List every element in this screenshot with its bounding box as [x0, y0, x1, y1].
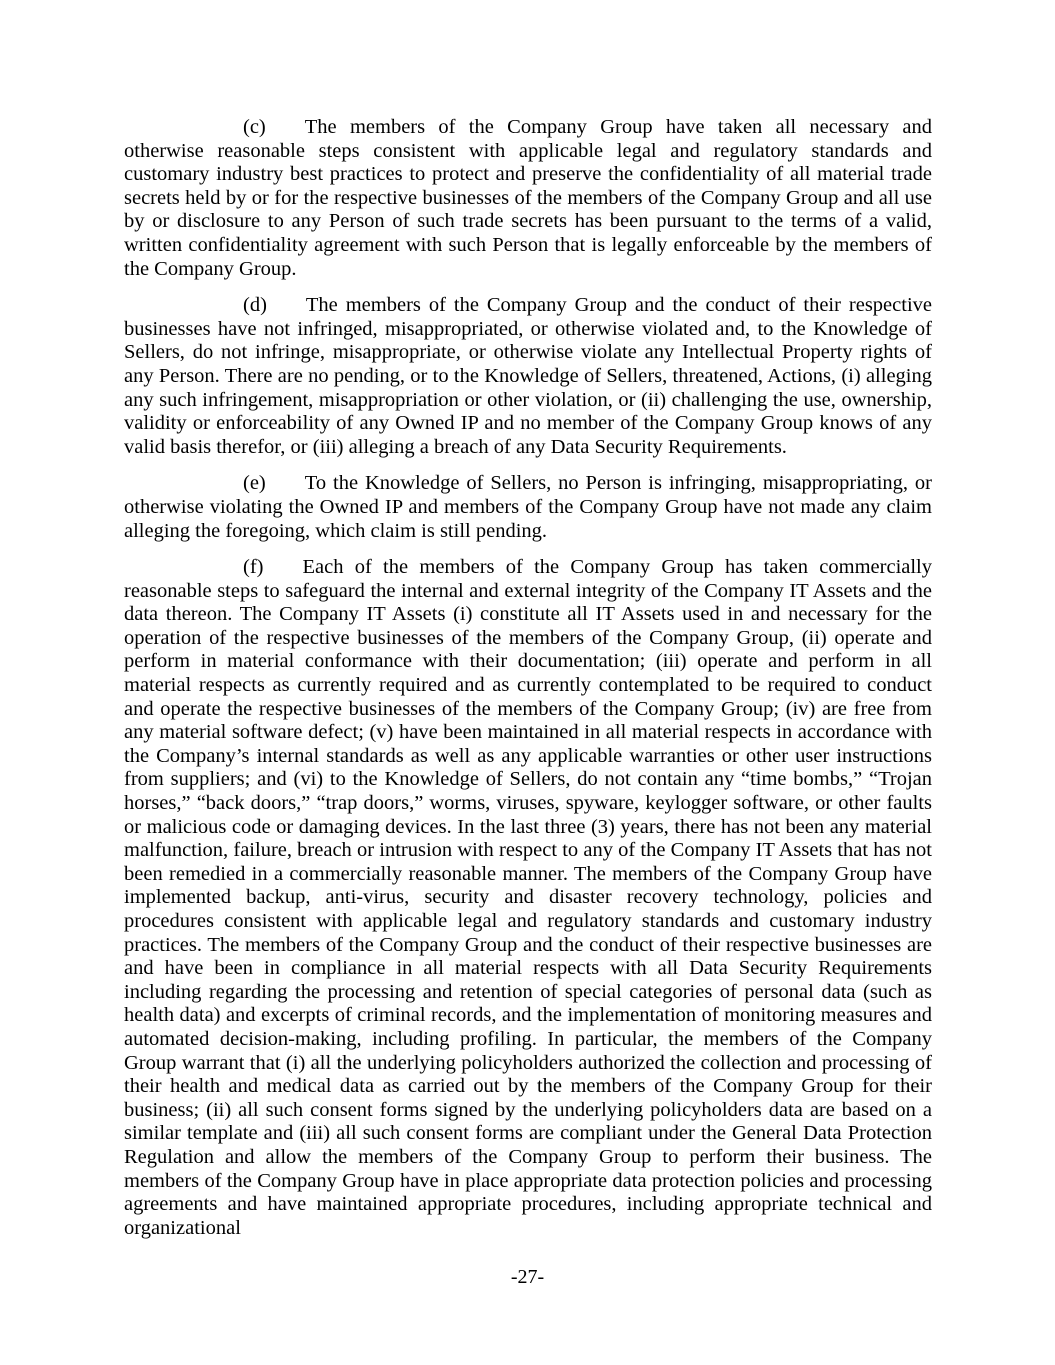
paragraph-d-text: The members of the Company Group and the conduct of their respective businesses have not infringed, misappropriated, or otherwise violated and, to the Knowledge of Sellers, do not infringe, misappropriate, or otherwise violate any Intellectual Property rights of any Person. There are no pending, or to the Knowledge of Sellers, threatened, Actions, (i) alleging any such infringement, misappropriation or other violation, or (ii) challenging the use, ownership, validity or enforceability of any Owned IP and no member of the Company Group knows of any valid basis therefor, or (iii) alleging a breach of any Data Security Requirements. [124, 294, 932, 458]
paragraph-f-label: (f) [243, 556, 264, 579]
paragraph-e [124, 472, 932, 543]
paragraph-f [124, 556, 932, 1240]
paragraph-d [124, 294, 932, 459]
paragraph-e-label: (e) [243, 472, 266, 495]
paragraph-c-text: The members of the Company Group have taken all necessary and otherwise reasonable steps consistent with applicable legal and regulatory standards and customary industry best practices to protect and preserve the confidentiality of all material trade secrets held by or for the respective businesses of the members of the Company Group and all use by or disclosure to any Person of such trade secrets has been pursuant to the terms of a valid, written confidentiality agreement with such Person that is legally enforceable by the members of the Company Group. [124, 116, 932, 280]
paragraph-c [124, 116, 932, 281]
document-content [124, 116, 932, 1240]
page-number: -27- [510, 1266, 545, 1288]
paragraph-e-text: To the Knowledge of Sellers, no Person is infringing, misappropriating, or otherwise violating the Owned IP and members of the Company Group have not made any claim alleging the foregoing, which claim is still pending. [124, 472, 932, 542]
paragraph-f-text: Each of the members of the Company Group has taken commercially reasonable steps to safeguard the internal and external integrity of the Company IT Assets and the data thereon. The Company IT Assets (i) constitute all IT Assets used in and necessary for the operation of the respective businesses of the members of the Company Group, (ii) operate and perform in material conformance with their documentation; (iii) operate and perform in all material respects as currently required and as currently contemplated to be required to conduct and operate the respective businesses of the members of the Company Group; (iv) are free from any material software defect; (v) have been maintained in all material respects in accordance with the Company’s internal standards as well as any applicable warranties or other user instructions from suppliers; and (vi) to the Knowledge of Sellers, do not contain any “time bombs,” “Trojan horses,” “back doors,” “trap doors,” worms, viruses, spyware, keylogger software, or other faults or malicious code or damaging devices. In the last three (3) years, there has not been any material malfunction, failure, breach or intrusion with respect to any of the Company IT Assets that has not been remedied in a commercially reasonable manner. The members of the Company Group have implemented backup, anti-virus, security and disaster recovery technology, policies and procedures consistent with applicable legal and regulatory standards and customary industry practices. The members of the Company Group and the conduct of their respective businesses are and have been in compliance in all material respects with all Data Security Requirements including regarding the processing and retention of special categories of personal data (such as health data) and excerpts of criminal records, and the implementation of monitoring measures and automated decision-making, including profiling. In particular, the members of the Company Group warrant that (i) all the underlying policyholders authorized the collection and processing of their health and medical data as carried out by the members of the Company Group for their business; (ii) all such consent forms signed by the underlying policyholders data are based on a similar template and (iii) all such consent forms are compliant under the General Data Protection Regulation and allow the members of the Company Group to perform their business. The members of the Company Group have in place appropriate data protection policies and processing agreements and have maintained appropriate procedures, including appropriate technical and organizational [124, 556, 932, 1239]
paragraph-c-label: (c) [243, 116, 266, 138]
paragraph-d-label: (d) [243, 294, 267, 317]
